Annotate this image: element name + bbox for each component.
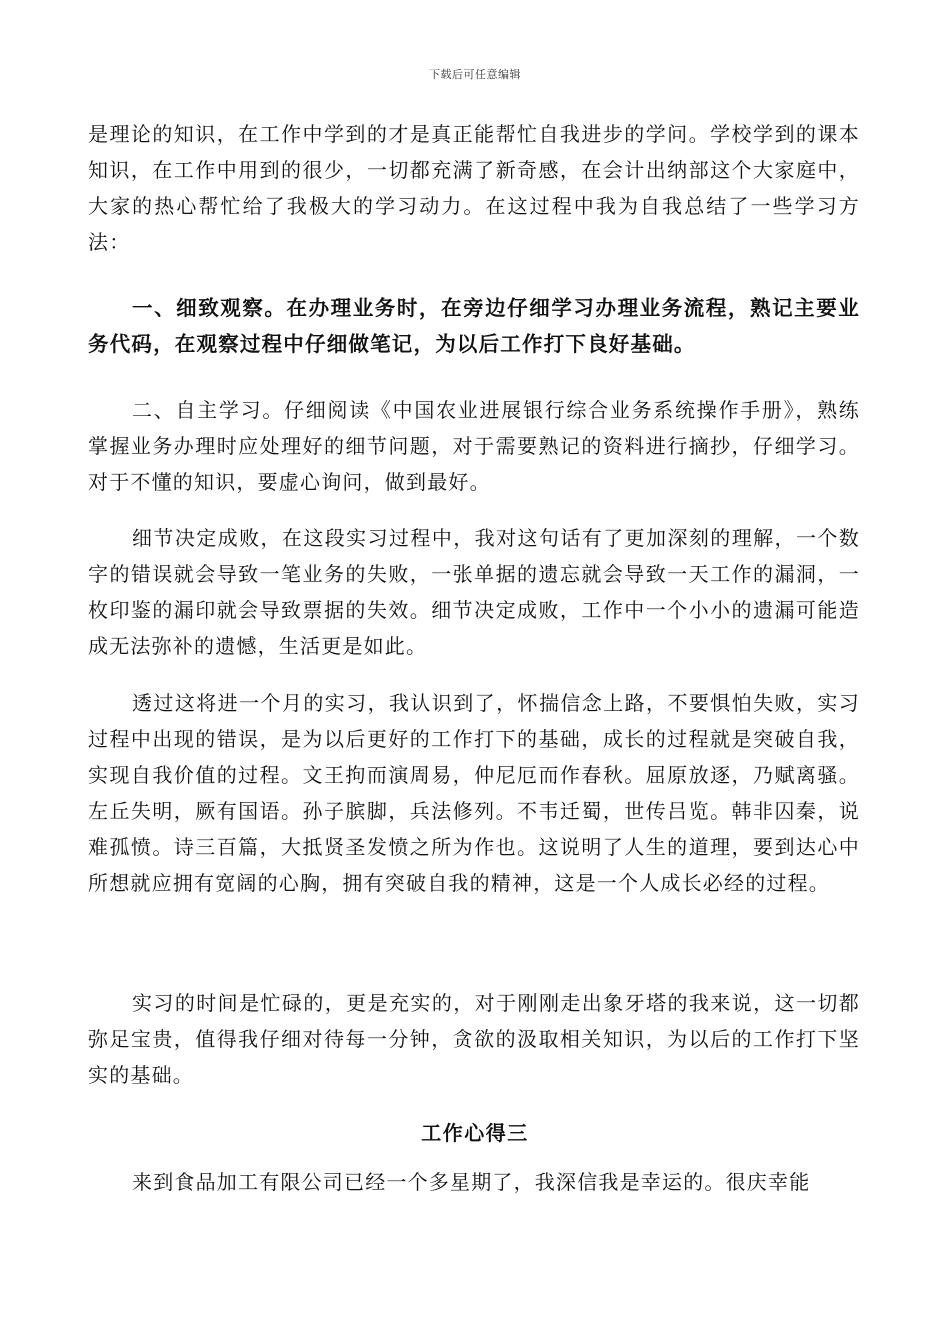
page-header: 下载后可任意编辑 xyxy=(429,68,521,81)
paragraph-3 xyxy=(88,392,860,500)
paragraph-text: 细节决定成败，在这段实习过程中，我对这句话有了更加深刻的理解，一个数字的错误就会导致一笔业务的失败，一张单据的遗忘就会导致一天工作的漏洞，一枚印鉴的漏印就会导致票据的失效。细节决定成败，工作中一个小小的遗漏可能造成无法弥补的遗憾，生活更是如此。 xyxy=(88,526,860,658)
paragraph-text: 一、细致观察。在办理业务时，在旁边仔细学习办理业务流程，熟记主要业务代码，在观察过程中仔细做笔记，为以后工作打下良好基础。 xyxy=(88,296,860,356)
paragraph-text: 来到食品加工有限公司已经一个多星期了，我深信我是幸运的。很庆幸能 xyxy=(132,1170,811,1194)
paragraph-7 xyxy=(88,1164,860,1200)
paragraph-text: 是理论的知识，在工作中学到的才是真正能帮忙自我进步的学问。学校学到的课本知识，在工作中用到的很少，一切都充满了新奇感，在会计出纳部这个大家庭中，大家的热心帮忙给了我极大的学习动力。在这过程中我为自我总结了一些学习方法： xyxy=(88,122,860,254)
paragraph-text: 二、自主学习。仔细阅读《中国农业进展银行综合业务系统操作手册》，熟练掌握业务办理时应处理好的细节问题，对于需要熟记的资料进行摘抄，仔细学习。对于不懂的知识，要虚心询问，做到最好。 xyxy=(88,398,860,494)
section-title: 工作心得三 xyxy=(421,1121,529,1145)
paragraph-6 xyxy=(88,985,860,1093)
paragraph-text: 透过这将进一个月的实习，我认识到了，怀揣信念上路，不要惧怕失败，实习过程中出现的错误，是为以后更好的工作打下的基础，成长的过程就是突破自我，实现自我价值的过程。文王拘而演周易，仲尼厄而作春秋。屈原放逐，乃赋离骚。左丘失明，厥有国语。孙子膑脚，兵法修列。不韦迁蜀，世传吕览。韩非囚秦，说难孤愤。诗三百篇，大抵贤圣发愤之所为作也。这说明了人生的道理，要到达心中所想就应拥有宽阔的心胸，拥有突破自我的精神，这是一个人成长必经的过程。 xyxy=(88,691,860,895)
paragraph-5 xyxy=(88,685,860,901)
paragraph-text: 实习的时间是忙碌的，更是充实的，对于刚刚走出象牙塔的我来说，这一切都弥足宝贵，值得我仔细对待每一分钟，贪欲的汲取相关知识，为以后的工作打下坚实的基础。 xyxy=(88,991,860,1087)
paragraph-2-bold xyxy=(88,290,860,362)
paragraph-1 xyxy=(88,116,860,260)
paragraph-4 xyxy=(88,520,860,664)
